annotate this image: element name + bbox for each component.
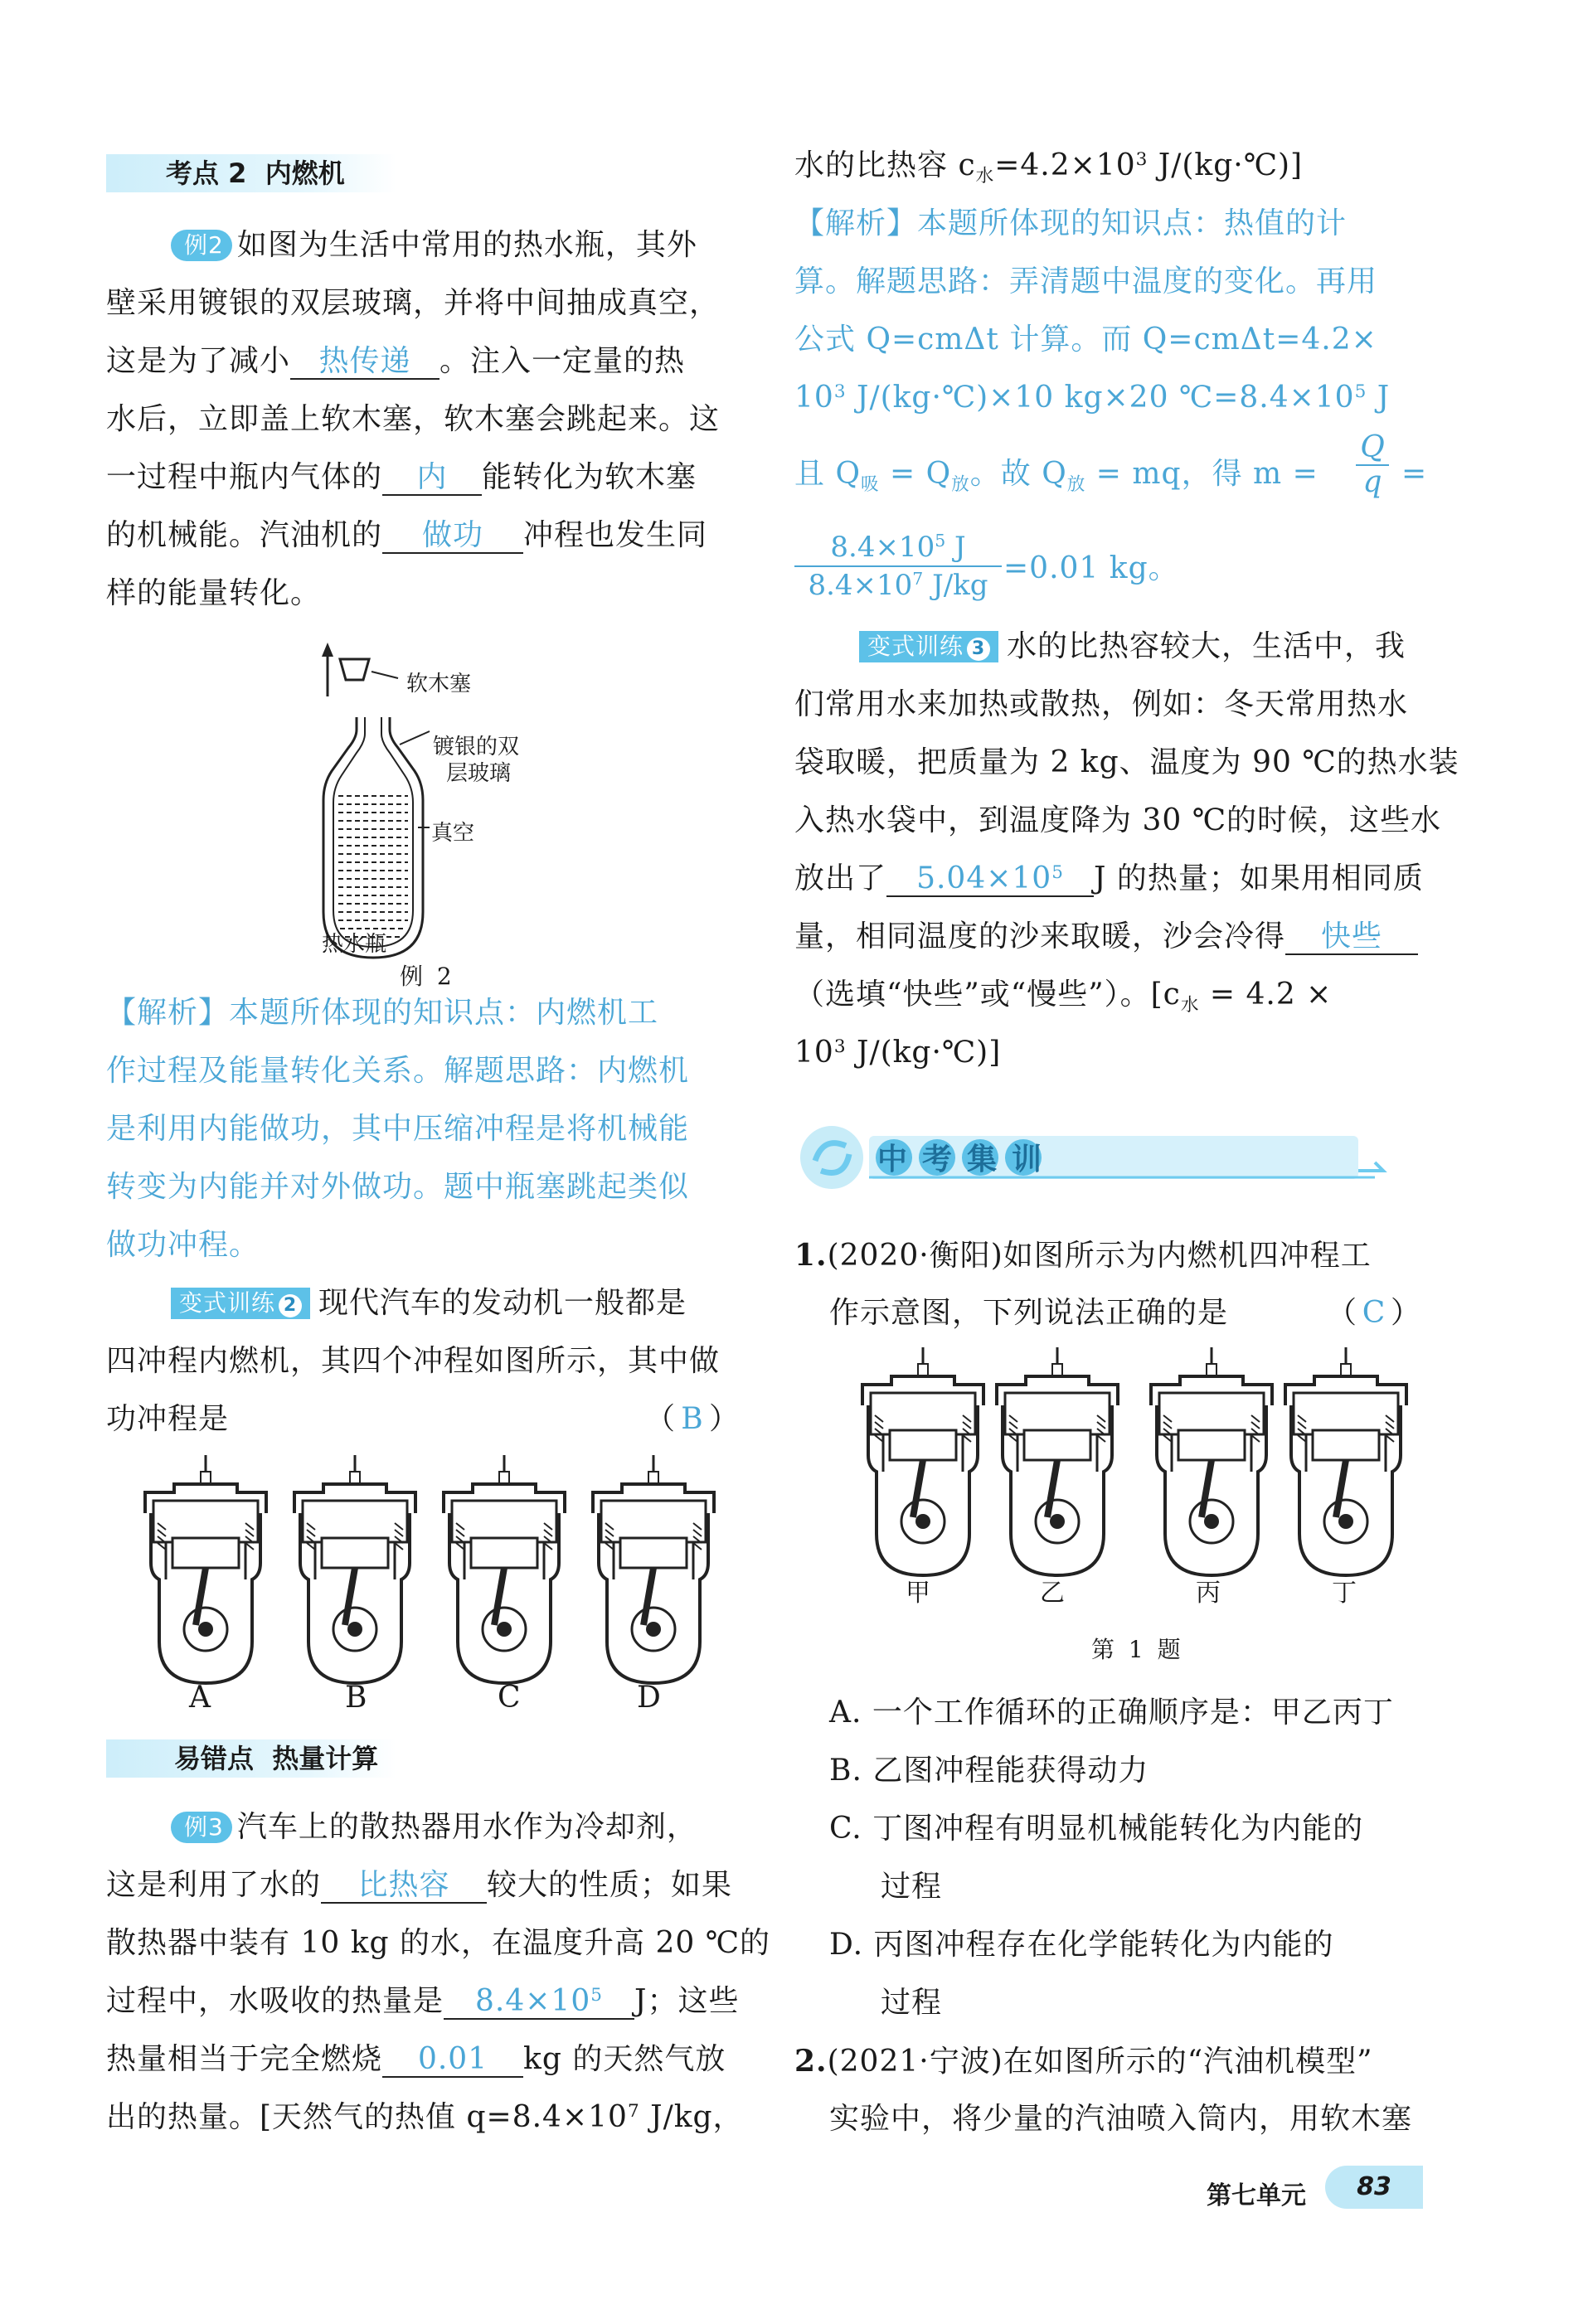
q1-caption: 第 1 题 <box>1091 1636 1184 1663</box>
var3-line-7: （选填“快些”或“慢些”）。[$c_水 = 4.2$ × <box>794 978 1333 1016</box>
yicuo-title: 热量计算 <box>272 1743 379 1774</box>
var2-label-a: A <box>189 1681 211 1715</box>
thermos-bottle-label: 热水瓶 <box>322 932 387 957</box>
yicuo-tag: 易错点 <box>174 1743 255 1774</box>
ex3-analysis-1: 【解析】本题所体现的知识点：热值的计 <box>794 206 1348 240</box>
thermos-cork-label: 软木塞 <box>406 672 472 696</box>
ex3-analysis-4: $10^3$ J/(kg·℃)×10 kg×20 $℃=8.4\times 10^5$ J <box>794 381 1391 415</box>
var3-line-6: 量，相同温度的沙来取暖，沙会冷得 快些 <box>794 917 1418 957</box>
var2-answer[interactable]: B <box>681 1402 704 1436</box>
ex3-badge: 例3 <box>171 1812 232 1843</box>
kaodian-tag: 考点 2 <box>166 158 247 189</box>
q1-label-ding: 丁 <box>1332 1579 1357 1608</box>
var3-line-8: $10^3$ J/(kg·℃)] <box>794 1036 1002 1070</box>
ex2-badge: 例2 <box>171 230 232 261</box>
var2-label-c: C <box>498 1681 522 1715</box>
var3-badge: 变式训练 3 <box>859 631 998 662</box>
yicuo-heading <box>174 1739 378 1778</box>
ex3-line-7: 水的比热容 $c_水=4.2\times 10^3$ J/(kg·℃)] <box>794 148 1304 187</box>
ex3-answer-1[interactable]: 比热容 <box>321 1869 487 1904</box>
q2-line-1: 2.(2021·宁波)在如图所示的“汽油机模型” <box>794 2044 1373 2079</box>
var3-answer-1[interactable]: $5.04\times 10^5$ <box>886 862 1094 897</box>
ex3-answer-3[interactable]: 0.01 <box>382 2043 523 2078</box>
ex2-analysis-3: 是利用内能做功，其中压缩冲程是将机械能 <box>106 1112 690 1146</box>
ex2-line-2: 壁采用镀银的双层玻璃，并将中间抽成真空， <box>106 286 721 320</box>
q1-engines <box>858 1347 1439 1596</box>
var2-line-1: 变式训练 2 现代汽车的发动机一般都是 <box>171 1283 687 1323</box>
var2-label-d: D <box>637 1681 662 1715</box>
q1-label-yi: 乙 <box>1040 1579 1066 1608</box>
ex3-analysis-result: =0.01 kg。 <box>1003 551 1179 585</box>
var2-label-b: B <box>345 1681 368 1715</box>
ex2-line-3: 这是为了减小 热传递 。注入一定量的热 <box>106 344 686 378</box>
q1-line-1: 1.(2020·衡阳)如图所示为内燃机四冲程工 <box>794 1238 1372 1273</box>
ex2-answer-2[interactable]: 内 <box>382 461 482 496</box>
ex3-fraction-eq: = <box>1401 457 1428 491</box>
var3-line-3: 袋取暖，把质量为 2 kg、温度为 90 ℃的热水装 <box>794 745 1459 779</box>
ex2-line-7: 样的能量转化。 <box>106 576 322 610</box>
ex2-analysis-4: 转变为内能并对外做功。题中瓶塞跳起类似 <box>106 1170 690 1204</box>
ex2-answer-3[interactable]: 做功 <box>382 519 523 554</box>
q1-answer[interactable]: C <box>1362 1296 1386 1330</box>
var2-answer-paren: （ B ） <box>645 1400 740 1439</box>
var2-line-2: 四冲程内燃机，其四个冲程如图所示，其中做 <box>106 1344 721 1378</box>
thermos-vacuum-label: 真空 <box>431 821 475 846</box>
ex3-answer-2[interactable]: $8.4\times 10^5$ <box>444 1985 634 2020</box>
var2-engines <box>141 1455 721 1704</box>
ex3-analysis-2: 算。解题思路：弄清题中温度的变化。再用 <box>794 264 1378 298</box>
q1-option-b[interactable]: B. 乙图冲程能获得动力 <box>829 1754 1149 1788</box>
ex3-line-5: 热量相当于完全燃烧 0.01 kg 的天然气放 <box>106 2042 726 2076</box>
q1-option-c[interactable]: C. 丁图冲程有明显机械能转化为内能的 <box>829 1812 1364 1846</box>
ex3-line-4: 过程中，水吸收的热量是 $8.4\times 10^5$ J；这些 <box>106 1984 740 2018</box>
q1-label-bing: 丙 <box>1196 1579 1221 1608</box>
ex2-line-4: 水后，立即盖上软木塞，软木塞会跳起来。这 <box>106 402 721 436</box>
var3-line-5: 放出了 $5.04\times 10^5$ J 的热量；如果用相同质 <box>794 861 1424 895</box>
ex2-line-5: 一过程中瓶内气体的 内 能转化为软木塞 <box>106 460 697 494</box>
var2-line-3: 功冲程是 <box>106 1402 230 1436</box>
ex3-fraction-main: $8.4\times 10^5$ J $8.4\times 10^7$ J/kg <box>794 531 1002 602</box>
ex2-analysis-1: 【解析】本题所体现的知识点：内燃机工 <box>106 996 659 1030</box>
q1-number: 1. <box>794 1238 828 1273</box>
ex3-analysis-3: 公式 Q=cmΔt 计算。而 Q=cmΔt=4.2× <box>794 323 1377 357</box>
ex3-line-2: 这是利用了水的 比热容 较大的性质；如果 <box>106 1868 733 1902</box>
var2-badge: 变式训练 2 <box>171 1288 310 1319</box>
q1-line-2: 作示意图，下列说法正确的是 <box>829 1296 1229 1330</box>
q1-option-d-cont: 过程 <box>881 1986 943 2020</box>
ex2-line-1: 例2 如图为生活中常用的热水瓶，其外 <box>171 226 697 265</box>
q1-option-c-cont: 过程 <box>881 1870 943 1904</box>
q1-label-jia: 甲 <box>906 1579 931 1608</box>
kaodian-title: 内燃机 <box>265 158 345 189</box>
ex2-answer-1[interactable]: 热传递 <box>290 345 439 380</box>
q1-answer-paren: （ C ） <box>1327 1293 1421 1333</box>
q1-option-d[interactable]: D. 丙图冲程存在化学能转化为内能的 <box>829 1928 1334 1962</box>
page-number: 83 <box>1325 2166 1423 2209</box>
ex2-figure-caption: 例 2 <box>400 963 455 990</box>
var3-line-4: 入热水袋中，到温度降为 30 ℃的时候，这些水 <box>794 803 1441 837</box>
zhongkao-title: 中考集训 <box>877 1143 1057 1177</box>
thermos-glass-label-2: 层玻璃 <box>446 761 512 786</box>
ex3-line-6: 出的热量。[天然气的热值 $q=8.4\times 10^7$ J/kg， <box>106 2100 744 2134</box>
ex3-line-3: 散热器中装有 10 kg 的水，在温度升高 20 ℃的 <box>106 1926 770 1960</box>
ex2-line-6: 的机械能。汽油机的 做功 冲程也发生同 <box>106 518 708 552</box>
ex3-fraction-q: Q q <box>1356 431 1389 499</box>
var3-line-2: 们常用水来加热或散热，例如：冬天常用热水 <box>794 687 1409 721</box>
var3-answer-2[interactable]: 快些 <box>1285 920 1418 955</box>
kaodian-heading <box>166 154 345 192</box>
ex3-analysis-5: 且 $Q_吸 = Q_放$。故 $Q_放$ = mq，得 m = <box>794 457 1318 496</box>
ex3-line-1: 例3 汽车上的散热器用水作为冷却剂， <box>171 1807 697 1847</box>
ex2-analysis-2: 作过程及能量转化关系。解题思路：内燃机 <box>106 1054 690 1088</box>
q1-option-a[interactable]: A. 一个工作循环的正确顺序是：甲乙丙丁 <box>829 1696 1394 1730</box>
var3-line-1: 变式训练 3 水的比热容较大，生活中，我 <box>859 627 1406 667</box>
ex2-analysis-5: 做功冲程。 <box>106 1228 260 1262</box>
thermos-glass-label-1: 镀银的双 <box>433 735 520 759</box>
q2-number: 2. <box>794 2044 828 2079</box>
footer-unit: 第七单元 <box>1207 2181 1306 2210</box>
q2-line-2: 实验中，将少量的汽油喷入筒内，用软木塞 <box>829 2102 1413 2136</box>
